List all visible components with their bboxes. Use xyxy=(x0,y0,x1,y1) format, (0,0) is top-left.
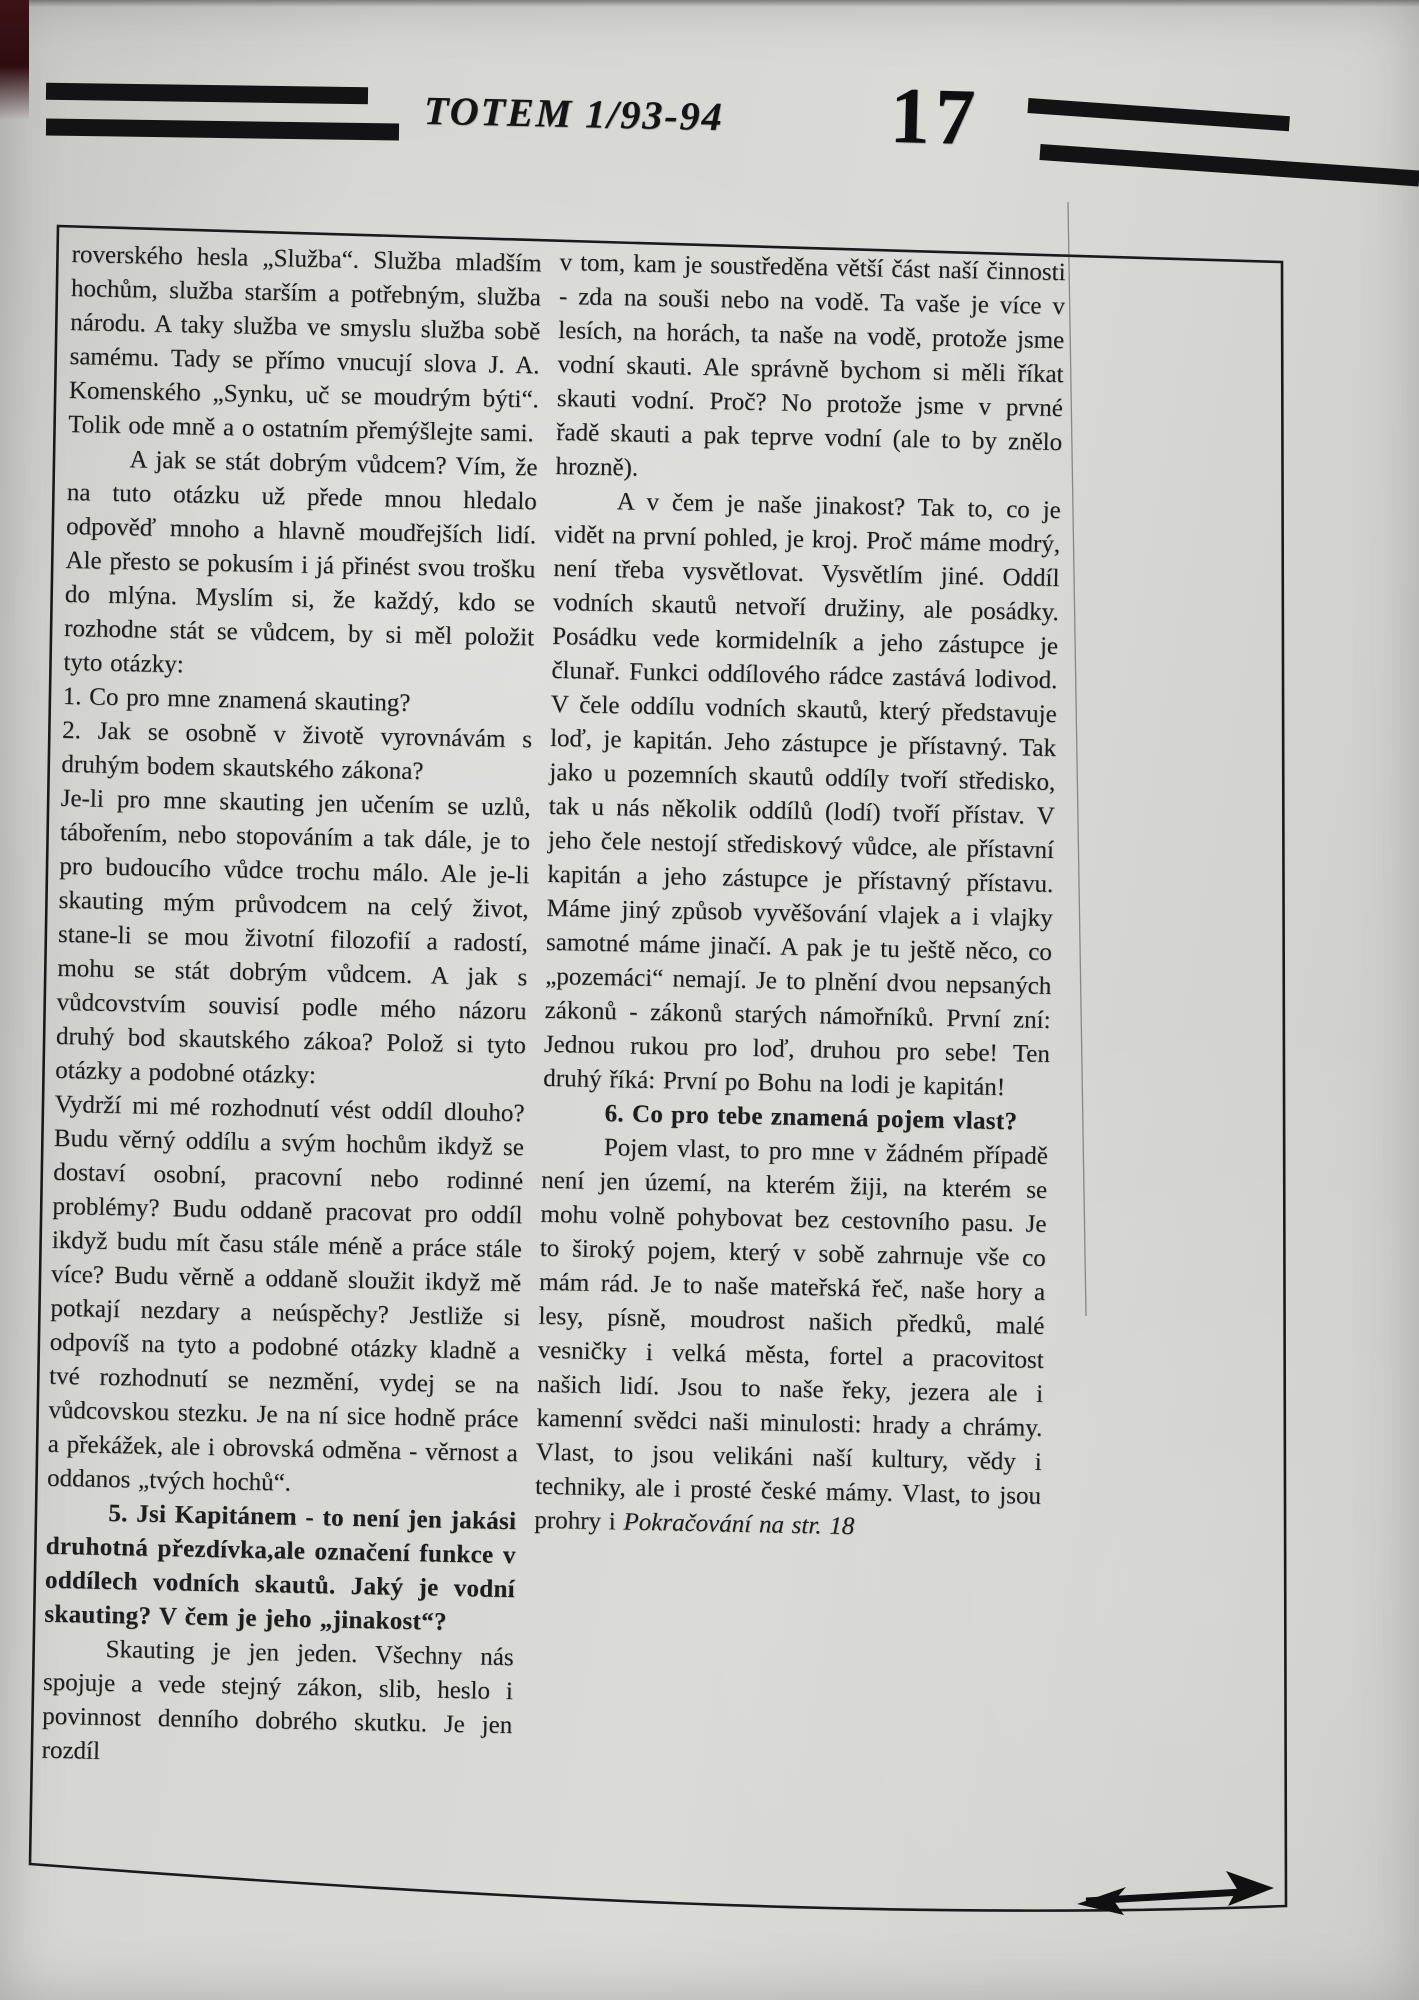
continuation-note: Pokračování na str. 18 xyxy=(623,1508,855,1541)
header-rule-left-top xyxy=(46,83,368,104)
scan-corner-artifact xyxy=(0,0,29,120)
page-curl-line xyxy=(1068,202,1086,1316)
paragraph: Skauting je jen jeden. Všechny nás spojuje a vede stejný zákon, slib, heslo i povinnost denního dobrého skutku. Je jen rozdíl xyxy=(41,1635,514,1765)
paragraph: 1. Co pro mne znamená skauting? xyxy=(62,682,411,717)
paragraph: Pojem vlast, to pro mne v žádném případě není jen území, na kterém žiji, na kterém se mohu volně pohybovat bez cestovního pasu. Je to široký pojem, který v sobě zahrnuje vše co mám rád. Je to naše mateřská řeč, naše hory a lesy, písně, moudrost našich předků, malé vesničky i velká města, fortel a pracovitost našich lidí. Jsou to naše řeky, jezera ale i kamenní svědci naši minulosti: hrady a chrámy. Vlast, to jsou velikáni naší kultury, vědy i techniky, ale i prosté české mámy. Vlast, to jsou prohry i Pokračování na str. 18 xyxy=(534,1134,1049,1541)
paragraph: A jak se stát dobrým vůdcem? Vím, že na tuto otázku už přede mnou hledalo odpověď mnoho a hlavně moudřejších lidí. Ale přesto se pokusím i já přinést svou trošku do mlýna. Myslím si, že každý, kdo se rozhodne stát se vůdcem, by si měl položit tyto otázky: xyxy=(63,446,538,679)
page-number: 17 xyxy=(888,71,982,163)
paragraph: 2. Jak se osobně v životě vyrovnávám s druhým bodem skautského zákona? xyxy=(61,716,533,786)
masthead-title: TOTEM 1/93-94 xyxy=(423,87,725,140)
article-column-left xyxy=(41,238,542,1777)
section-heading: 6. Co pro tebe znamená pojem vlast? xyxy=(604,1100,1018,1136)
paragraph: roverského hesla „Služba“. Služba mladším hochům, služba starším a potřebným, služba národu. A taky služba ve smyslu služba sobě samému. Tady se přímo vnucují slova J. A. Komenského „Synku, uč se moudrým býti“. Tolik ode mně a o ostatním přemýšlejte sami. xyxy=(67,240,542,448)
paragraph: v tom, kam je soustředěna větší část naší činnosti - zda na souši nebo na vodě. Ta vaše je více v lesích, na horách, ta naše na vodě, protože jsme vodní skauti. Ale správně bychom si měli říkat skauti vodní. Proč? No protože jsme v prvné řadě skauti a pak teprve vodní (ale to by znělo hrozně). xyxy=(555,248,1066,482)
header-rule-right-top xyxy=(1027,98,1289,131)
paragraph: A v čem je naše jinakost? Tak to, co je vidět na první pohled, je kroj. Proč máme modrý, není třeba vysvětlovat. Vysvětlím jiné. Oddíl vodních skautů netvoří družiny, ale posádky. Posádku vede kormidelník a jeho zástupce je člunař. Funkci oddílového rádce zastává lodivod. V čele oddílu vodních skautů, který představuje loď, je kapitán. Jeho zástupce je přístavný. Tak jako u pozemních skautů oddíly tvoří středisko, tak u nás několik oddílů (lodí) tvoří přístav. V jeho čele nestojí střediskový vůdce, ale přístavní kapitán a jeho zástupce je přístavný přístavu. Máme jiný způsob vyvěšování vlajek a i vlajky samotné máme jinačí. A pak je tu ještě něco, co „pozemáci“ nemají. Je to plnění dvou nepsaných zákonů - zákonů starých námořníků. První zní: Jednou rukou pro loď, druhou pro sebe! Ten druhý říká: První po Bohu na lodi je kapitán! xyxy=(543,488,1062,1102)
header-rule-right-bottom xyxy=(1039,144,1419,186)
paragraph: Vydrží mi mé rozhodnutí vést oddíl dlouho? Budu věrný oddílu a svým hochům ikdyž se dostaví osobní, pracovní nebo rodinné problémy? Budu oddaně pracovat pro oddíl ikdyž budu mít času stále méně a práce stále více? Budu věrně a oddaně sloužit ikdyž mě potkají nezdary a neúspěchy? Jestliže si odpovíš na tyto a podobné otázky kladně a tvé rozhodnutí se nezmění, vydej se na vůdcovskou stezku. Je na ní sice hodně práce a překážek, ale i obrovská odměna - věrnost a oddanos „tvých hochů“. xyxy=(46,1090,525,1497)
header-rule-left-bottom xyxy=(46,119,399,141)
scan-top-edge-shadow xyxy=(0,0,1419,7)
section-heading: 5. Jsi Kapitánem - to není jen jakási druhotná přezdívka,ale označení funkce v oddílech vodních skautů. Jaký je vodní skauting? V čem je jeho „jinakost“? xyxy=(44,1499,517,1636)
article-column-right xyxy=(534,246,1066,1548)
paragraph: Je-li pro mne skauting jen učením se uzlů, tábořením, nebo stopováním a tak dále, je to pro budoucího vůdce trochu málo. Ale je-li skauting mým průvodcem na celý život, stane-li se mou životní filozofií a radostí, mohu se stát dobrým vůdcem. A jak s vůdcovstvím souvisí podle mého názoru druhý bod skautského zákoa? Polož si tyto otázky a podobné otázky: xyxy=(55,784,531,1090)
continuation-arrow-icon xyxy=(1077,1871,1274,1915)
